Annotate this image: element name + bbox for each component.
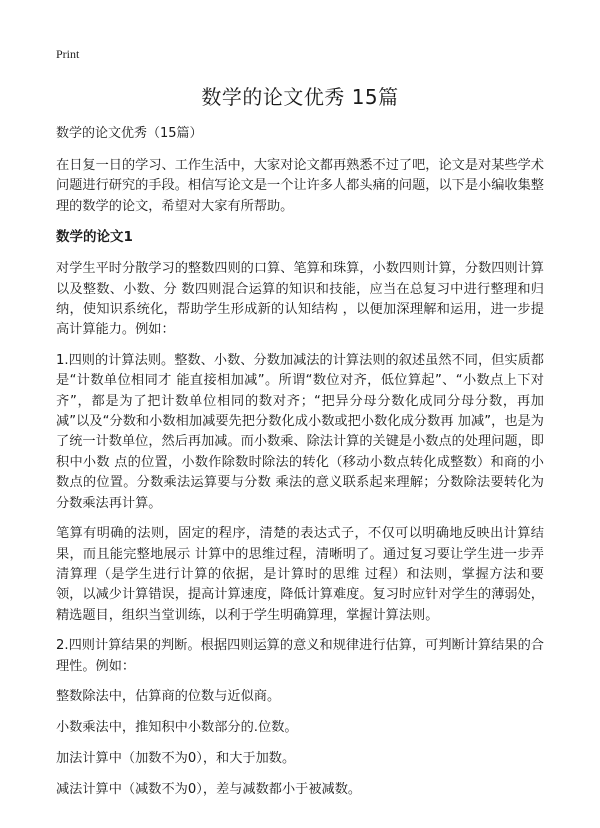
document-subtitle: 数学的论文优秀（15篇）: [56, 126, 203, 141]
body-line: 整数除法中，估算商的位数与近似商。: [56, 688, 281, 704]
body-line: 小数乘法中，推知积中小数部分的.位数。: [56, 719, 298, 735]
print-label: Print: [56, 47, 80, 61]
page-title: 数学的论文优秀 15篇: [201, 85, 399, 109]
section-heading: 数学的论文1: [56, 229, 133, 246]
body-paragraph: 笔算有明确的法则，固定的程序，清楚的表达式子，不仅可以明确地反映出计算结果，而且能完整地展示 计算中的思维过程，清晰明了。通过复习要让学生进一步弄清算理（是学生进行计算的依据，是计算时的思维 过程）和法则，掌握方法和要领，以减少计算错误，提高计算速度，降低计算难度。复习时应针对学生的薄弱处，精选题目，组织当堂训练，以利于学生明确算理，掌握计算法则。: [56, 526, 544, 623]
body-paragraph: 对学生平时分散学习的整数四则的口算、笔算和珠算，小数四则计算，分数四则计算以及整数、小数、分 数四则混合运算的知识和技能，应当在总复习中进行整理和归纳，使知识系统化，帮助学生形成新的认知结构 ，以便加深理解和运用，进一步提高计算能力。例如：: [56, 261, 544, 338]
body-line: 减法计算中（减数不为0），差与减数都小于被减数。: [56, 781, 362, 797]
body-line: 加法计算中（加数不为0），和大于加数。: [56, 750, 296, 766]
body-paragraph: 2.四则计算结果的判断。根据四则运算的意义和规律进行估算，可判断计算结果的合理性。例如：: [56, 638, 544, 674]
intro-paragraph: 在日复一日的学习、工作生活中，大家对论文都再熟悉不过了吧，论文是对某些学术问题进行研究的手段。相信写论文是一个让许多人都头痛的问题，以下是小编收集整理的数学的论文，希望对大家有所帮助。: [56, 158, 544, 214]
body-paragraph: 1.四则的计算法则。整数、小数、分数加减法的计算法则的叙述虽然不同，但实质都是“计数单位相同才 能直接相加减”。所谓“数位对齐，低位算起”、“小数点上下对齐”，都是为了把计数单位相同的数对齐；“把异分母分数化成同分母分数，再加减”以及“分数和小数相加减要先把分数化成小数或把小数化成分数再 加减”，也是为了统一计数单位，然后再加减。而小数乘、除法计算的关键是小数点的处理问题，即积中小数 点的位置，小数作除数时除法的转化（移动小数点转化成整数）和商的小数点的位置。分数乘法运算要与分数 乘法的意义联系起来理解；分数除法要转化为分数乘法再计算。: [56, 352, 544, 511]
